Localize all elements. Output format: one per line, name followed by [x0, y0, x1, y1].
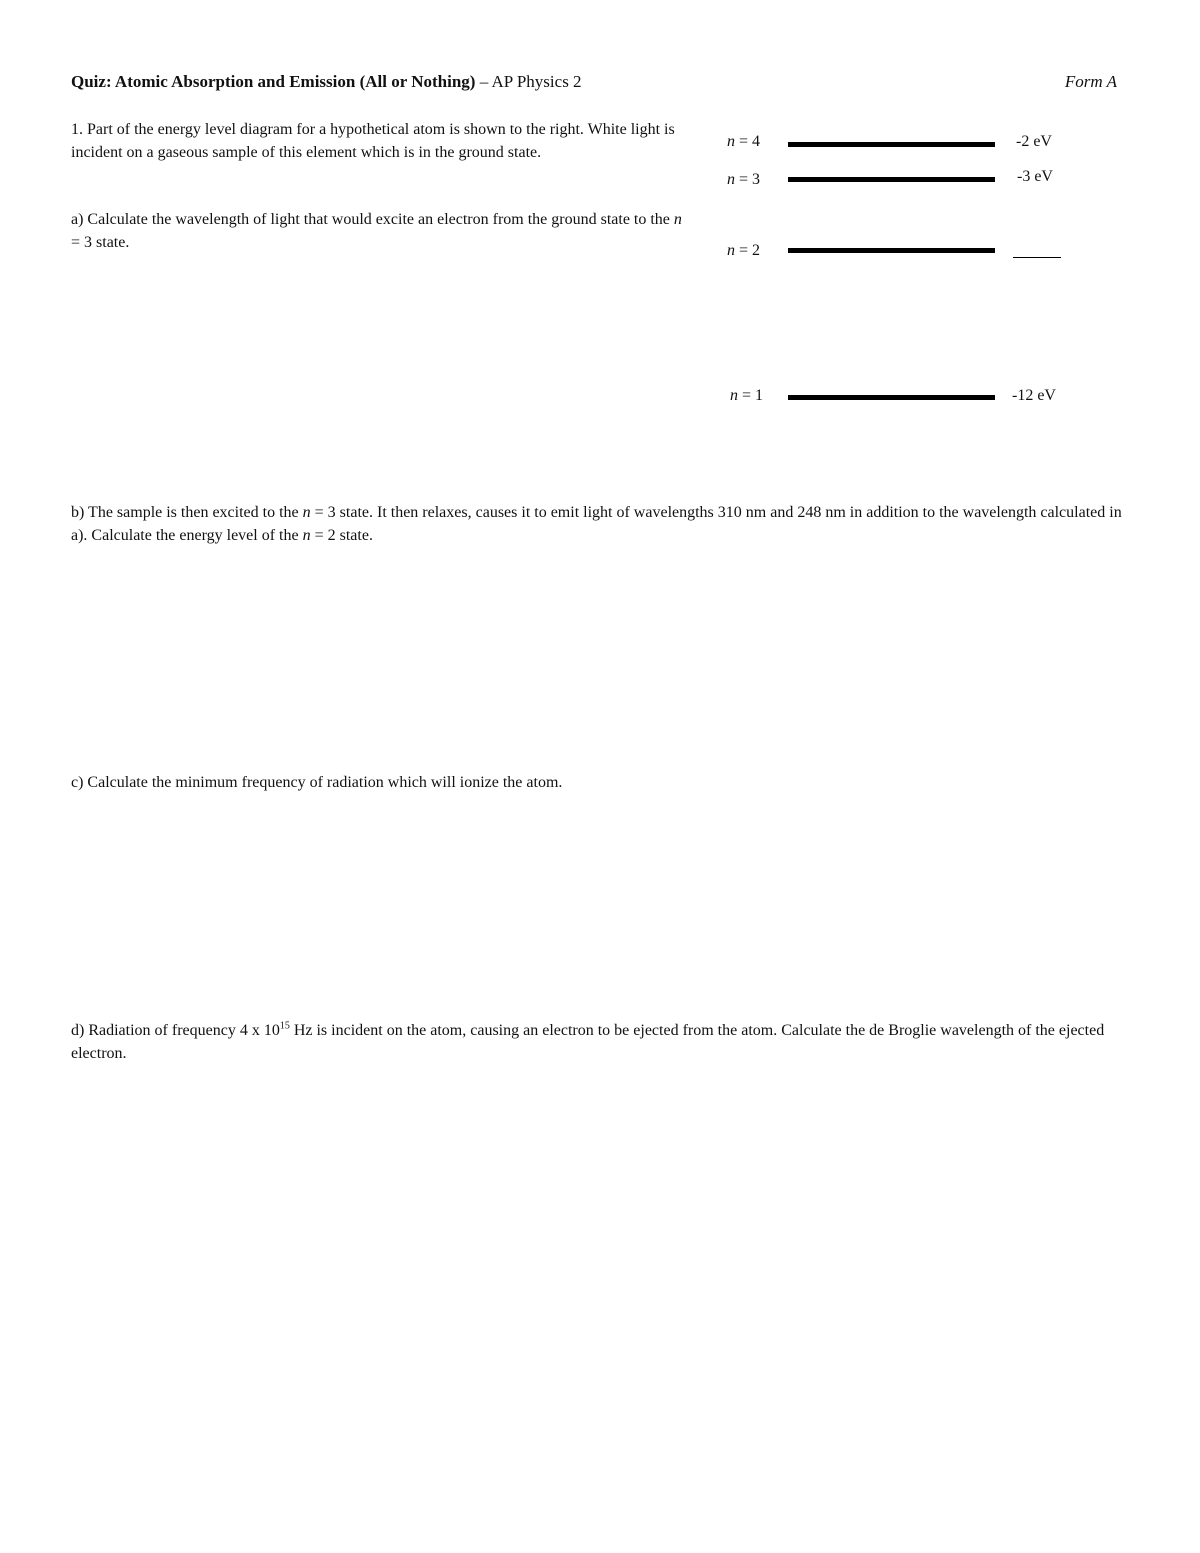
- level-energy-3: -3 eV: [1017, 168, 1053, 185]
- level-label-1: n = 1: [729, 387, 763, 404]
- title-main: Quiz: Atomic Absorption and Emission (All or Nothing): [71, 72, 476, 91]
- level-line-4: [788, 142, 995, 147]
- level-label-4: n = 4: [726, 133, 760, 150]
- question-part-d: d) Radiation of frequency 4 x $10^{15}$ Hz is incident on the atom, causing an electron to be ejected from the atom. Calculate the de Broglie wavelength of the ejected electron.: [71, 1020, 1105, 1062]
- level-energy-1: -12 eV: [1012, 387, 1056, 404]
- level-label-3: n = 3: [726, 171, 760, 188]
- form-label: Form A: [1064, 72, 1117, 91]
- title-course: – AP Physics 2: [475, 72, 582, 91]
- question-part-c: c) Calculate the minimum frequency of radiation which will ionize the atom.: [71, 774, 563, 791]
- level-energy-4: -2 eV: [1016, 133, 1052, 150]
- part-a-n: n: [673, 211, 682, 228]
- frequency-exponent: 15: [279, 1020, 290, 1032]
- question-part-a: [71, 208, 686, 254]
- part-a-end: = 3 state.: [71, 234, 130, 251]
- level-line-2: [788, 248, 995, 253]
- page-title: [71, 72, 582, 92]
- part-a-text: a) Calculate the wavelength of light that would excite an electron from the ground state to the: [71, 211, 674, 228]
- level-label-2: n = 2: [726, 242, 760, 259]
- question-part-b: b) The sample is then excited to the n = 3 state. It then relaxes, causes it to emit light of wavelengths 310 nm and 248 nm in addition to the wavelength calculated in a). Calculate the energy level of the n = 2 state.: [71, 504, 1122, 544]
- level-energy-2-blank: [1013, 241, 1061, 258]
- question-intro: 1. Part of the energy level diagram for a hypothetical atom is shown to the right. White light is incident on a gaseous sample of this element which is in the ground state.: [71, 121, 675, 161]
- level-line-1: [788, 395, 995, 400]
- level-line-3: [788, 177, 995, 182]
